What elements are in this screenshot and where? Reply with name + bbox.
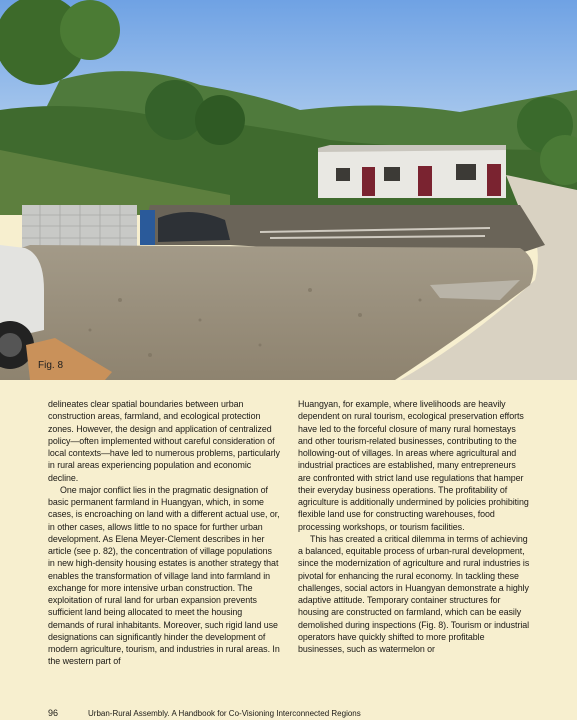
paragraph: Huangyan, for example, where livelihoods are heavily dependent on rural tourism, ecological preservation efforts have led to the forceful closure of many rural homestays and other tourism-related businesses, contributing to the hollowing-out of villages. In areas where agricultural and industrial practices are established, many entrepreneurs are confronted with strict land use regulations that hamper their everyday business operations. The profitability of agriculture is additionally undermined by policies prohibiting flexible land use for constructing warehouses, food processing workshops, or tourism facilities. <box>298 399 529 532</box>
text-column-left <box>48 398 280 668</box>
running-title: Urban-Rural Assembly. A Handbook for Co-Visioning Interconnected Regions <box>88 709 361 718</box>
page-footer <box>48 708 361 718</box>
paragraph: delineates clear spatial boundaries between urban construction areas, farmland, and ecological protection zones. However, the design and application of centralized policy—often implemented without careful consideration of local contexts—have led to numerous problems, particularly in rural areas experiencing population and economic decline. <box>48 399 280 483</box>
figure-label: Fig. 8 <box>38 360 64 371</box>
page-number: 96 <box>48 708 59 718</box>
paragraph: This has created a critical dilemma in terms of achieving a balanced, equitable process of urban-rural development, since the modernization of agriculture and rural industries is pivotal for enhancing the rural economy. In tackling these challenges, social actors in Huangyan demonstrate a highly adaptive attitude. Temporary container structures for housing are constructed on farmland, which can be easily demolished during inspections (Fig. 8). Tourism or industrial operators have quickly shifted to more profitable businesses, such as watermelon or <box>298 533 530 654</box>
paragraph: One major conflict lies in the pragmatic designation of basic permanent farmland in Huangyan, which, in some cases, is encroaching on land with a different actual use, or, in other cases, allows little to no space for further urban development. As Elena Meyer-Clement describes in her article (see p. 82), the concentration of village populations in new high-density housing estates is another strategy that enables the transformation of village land into farmland in exchange for more intensive urban construction. The exploitation of rural land for urban expansion prevents sufficient land being allocated to meet the housing demands of rural inhabitants. Moreover, such rigid land use designations can significantly hinder the development of modern agriculture, tourism, and industries in rural areas. In the western part of <box>48 484 280 667</box>
text-column-right <box>298 398 530 655</box>
